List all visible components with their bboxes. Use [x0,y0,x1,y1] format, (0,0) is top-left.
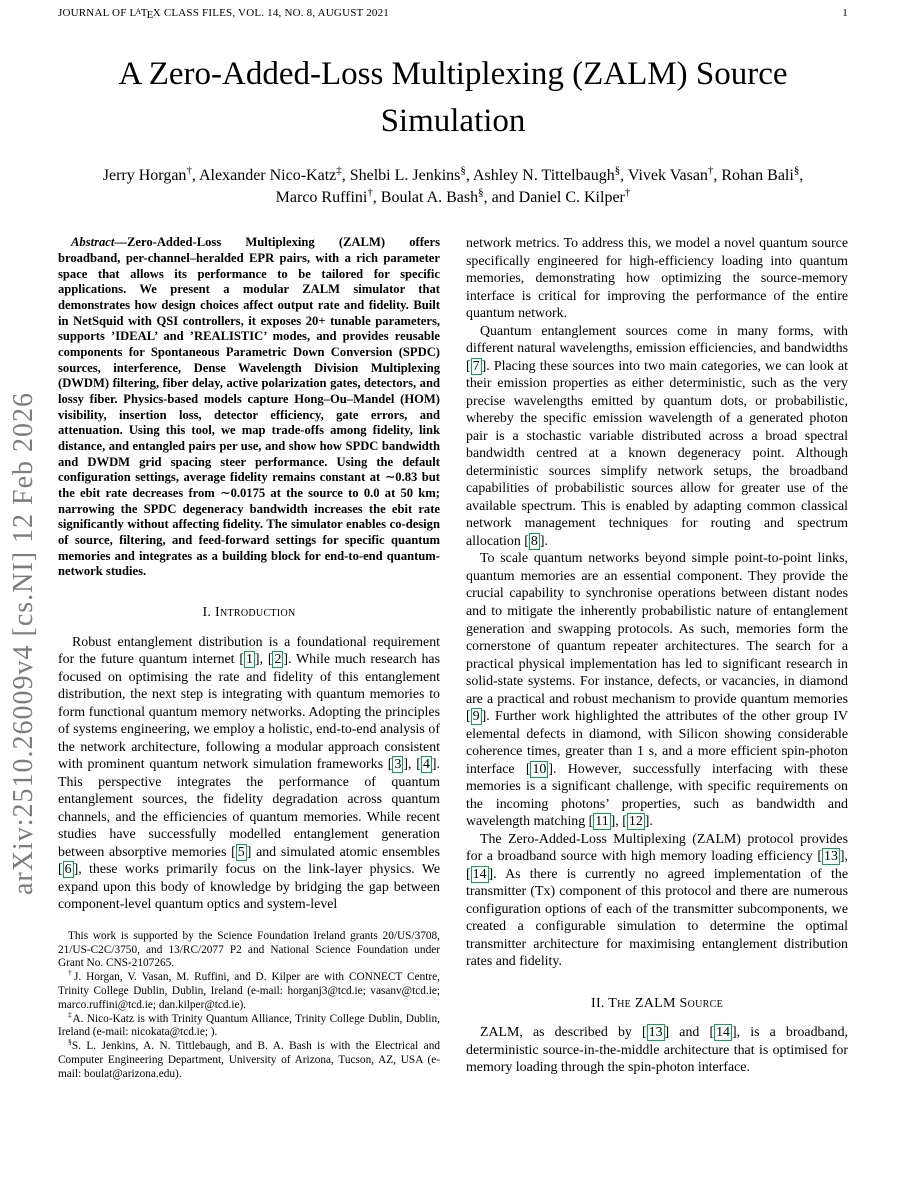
citation-link[interactable]: 10 [532,761,547,777]
citation-link[interactable]: 12 [628,814,643,830]
abstract [58,235,440,580]
affiliation-mark: ‡ [68,1009,73,1019]
right-column [466,235,848,1081]
citation-link[interactable]: 1 [245,652,253,668]
citation-link[interactable]: 6 [64,862,72,878]
footnote-affiliation-tqa: ‡A. Nico-Katz is with Trinity Quantum Alliance, Trinity College Dublin, Dublin, Ireland (e-mail: nicokata@tcd.ie; ). [58,1009,440,1039]
zalm-paragraph-1: ZALM, as described by [ 13 ] and [ 14 ], is a broadband, deterministic source-in-the-middle architecture that is optimised for memory loading through the spin-photon interface. [466,1025,848,1076]
intro-paragraph-4: The Zero-Added-Loss Multiplexing (ZALM) protocol provides for a broadband source with high memory loading efficiency [ 13 ], [ 14 ]. As there is currently no agreed implementation of the transmitter (Tx) component of this protocol and there are numerous configuration options of each of the transmitter subcomponents, we created a configurable simulation to determine the optimal transmitter architecture for maximising entanglement distribution rates and fidelity. [466,831,848,970]
affiliation-mark: § [460,164,466,177]
affiliation-mark: § [614,164,621,177]
affiliation-mark: § [793,164,800,177]
author-list [58,165,848,209]
affiliation-mark: † [367,186,373,199]
citation-link[interactable]: 13 [648,1025,663,1041]
affiliation-mark: † [624,186,631,199]
citation-link[interactable]: 14 [716,1025,730,1041]
affiliation-mark: † [186,164,192,177]
authors-line-2: Marco Ruffini†, Boulat A. Bash§, and Daniel C. Kilper† [275,186,631,207]
affiliation-mark: † [68,968,74,978]
citation-link[interactable]: 5 [237,844,245,860]
citation-link[interactable]: 11 [595,814,609,830]
affiliation-mark: ‡ [336,164,342,177]
affiliation-mark: § [68,1037,72,1047]
section-heading-zalm-source: II. The ZALM Source [591,995,723,1011]
citation-link[interactable]: 13 [824,849,838,865]
paper-title: A Zero-Added-Loss Multiplexing (ZALM) Source Simulation [118,56,788,140]
first-page-footnotes [58,930,440,1082]
affiliation-mark: § [478,186,484,199]
two-column-body [58,235,848,1081]
intro-paragraph: Robust entanglement distribution is a foundational requirement for the future quantum internet [ 1 ], [ 2 ]. While much research has focused on optimising the rate and fidelity of this entanglement distribution, the next step is integrating with quantum memories to form functional quantum memory networks. Adopting the principles of systems engineering, we employ a holistic, end-to-end analysis of the network architecture, following a modular approach consistent with prominent quantum network simulation frameworks [ 3 ], [ 4 ]. This perspective integrates the performance of quantum entanglement sources, the fidelity degradation across quantum channels, and the efficiencies of quantum memories. While recent studies have successfully modelled entanglement generation between absorptive memories [ 5 ] and simulated atomic ensembles [ 6 ], these works primarily focus on the link-layer physics. We expand upon this body of knowledge by bridging the gap between component-level quantum optics and system-level [58,634,441,913]
intro-paragraph-continued: network metrics. To address this, we model a novel quantum source specifically engineered for high-efficiency loading into quantum memories, demonstrating how optimizing the source-memory interface is critical for improving the performance of the entire quantum network. [466,236,848,322]
intro-paragraph-3: To scale quantum networks beyond simple point-to-point links, quantum memories are an essential component. They provide the crucial capability to synchronise operations between distant nodes and to mitigate the inherently probabilistic nature of entanglement generation and swapping protocols. As such, memories form the cornerstone of quantum repeater architectures. The search for a practical physical implementation has led to significant research in solid-state systems. For instance, defects, or vacancies, in diamond are a practical and robust mechanism to provide quantum memories [ 9 ]. Further work highlighted the attributes of the other group IV elemental defects in diamond, with Silicon showing considerable coherence times, greater than 1 s, and a more efficient spin-photon interface [ 10 ]. However, successfully interfacing with these memories is a significant challenge, with specific requirements on the incoming photons’ properties, such as bandwidth and wavelength matching [ 11 ], [ 12 ]. [466,551,848,830]
citation-link[interactable]: 2 [274,652,282,668]
arxiv-stamp: arXiv:2510.26009v4 [cs.NI] 12 Feb 2026 [8,391,39,895]
left-column [58,235,440,1081]
citation-link[interactable]: 9 [472,709,480,725]
abstract-text: —Zero-Added-Loss Multiplexing (ZALM) offers broadband, per-channel–heralded EPR pairs, with a rich parameter space that allows its performance to be tailored for specific applications. We present a modular ZALM simulator that demonstrates how design choices affect output rate and fidelity. Built in NetSquid with QSI controllers, it exposes 20+ tunable parameters, supports ’IDEAL’ and ’REALISTIC’ modes, and provides reusable components for Spontaneous Parametric Down Conversion (SPDC) sources, interference, Dense Wavelength Division Multiplexing (DWDM) filtering, fiber delay, active polarization gates, detectors, and lossy fiber. Physics-based models capture Hong–Ou–Mandel (HOM) visibility, insertion loss, detector efficiency, gate errors, and attenuation. Using this tool, we map trade-offs among fidelity, link distance, and entangled pairs per use, and show how SPDC bandwidth and DWDM grid spacing steer performance. Using the default configuration settings, average fidelity remains constant at ∼0.83 but the ebit rate decreases from ∼0.0175 at the source to 0.0 at 50 km; narrowing the SPDC degeneracy bandwidth increases the ebit rate significantly without affecting fidelity. The simulator enables co-design of source, filtering, and feed-forward settings for specific quantum memories and integrates as a building block for end-to-end quantum-network studies. [58,235,440,579]
affiliation-mark: † [707,164,714,177]
citation-link[interactable]: 14 [472,866,487,882]
footnote-affiliation-tcd: †J. Horgan, V. Vasan, M. Ruffini, and D. Kilper are with CONNECT Centre, Trinity College Dublin, Dublin, Ireland (e-mail: horganj3@tcd.ie; vasanv@tcd.ie; marco.ruffini@tcd.ie; dan.kilper@tcd.ie). [58,968,440,1011]
footnote-funding: This work is supported by the Science Foundation Ireland grants 20/US/3708, 21/US-C2C/3750, and 13/RC/2077 P2 and National Science Foundation under Grant No. CNS-2107265. [58,929,440,970]
running-header [58,0,848,21]
section-heading-introduction: I. Introduction [202,604,296,620]
journal-header-text: JOURNAL OF LATEX CLASS FILES, VOL. 14, NO. 8, AUGUST 2021 [58,7,390,22]
citation-link[interactable]: 3 [394,757,402,773]
citation-link[interactable]: 8 [530,533,538,549]
citation-link[interactable]: 7 [472,358,480,374]
footnote-affiliation-arizona: §S. L. Jenkins, A. N. Tittlebaugh, and B. A. Bash is with the Electrical and Computer Engineering Department, University of Arizona, Tucson, AZ, USA (e-mail: boulat@arizona.edu). [58,1037,440,1080]
intro-paragraph-2: Quantum entanglement sources come in many forms, with different natural wavelengths, emission efficiencies, and bandwidths [ 7 ]. Placing these sources into two main categories, we can look at their emission properties as either deterministic, such as the very precise wavelengths emitted by quantum dots, or probabilistic, whereby the specific emission wavelength of a generated photon pair is a stochastic variable distributed across a broad spectral bandwidth centred at a known degeneracy point. Although deterministic sources simplify network setups, the broadband capabilities of probabilistic sources allow for greater use of the available spectrum. This is enabled by adapting common classical network management techniques for routing and spectrum allocation [ 8 ]. [466,323,848,549]
authors-line-1: Jerry Horgan†, Alexander Nico-Katz‡, Shelbi L. Jenkins§, Ashley N. Tittelbaugh§, Vivek Vasan†, Rohan Bali§, [102,164,804,185]
citation-link[interactable]: 4 [422,757,430,773]
abstract-label: Abstract [71,235,115,250]
page-number: 1 [842,7,848,19]
